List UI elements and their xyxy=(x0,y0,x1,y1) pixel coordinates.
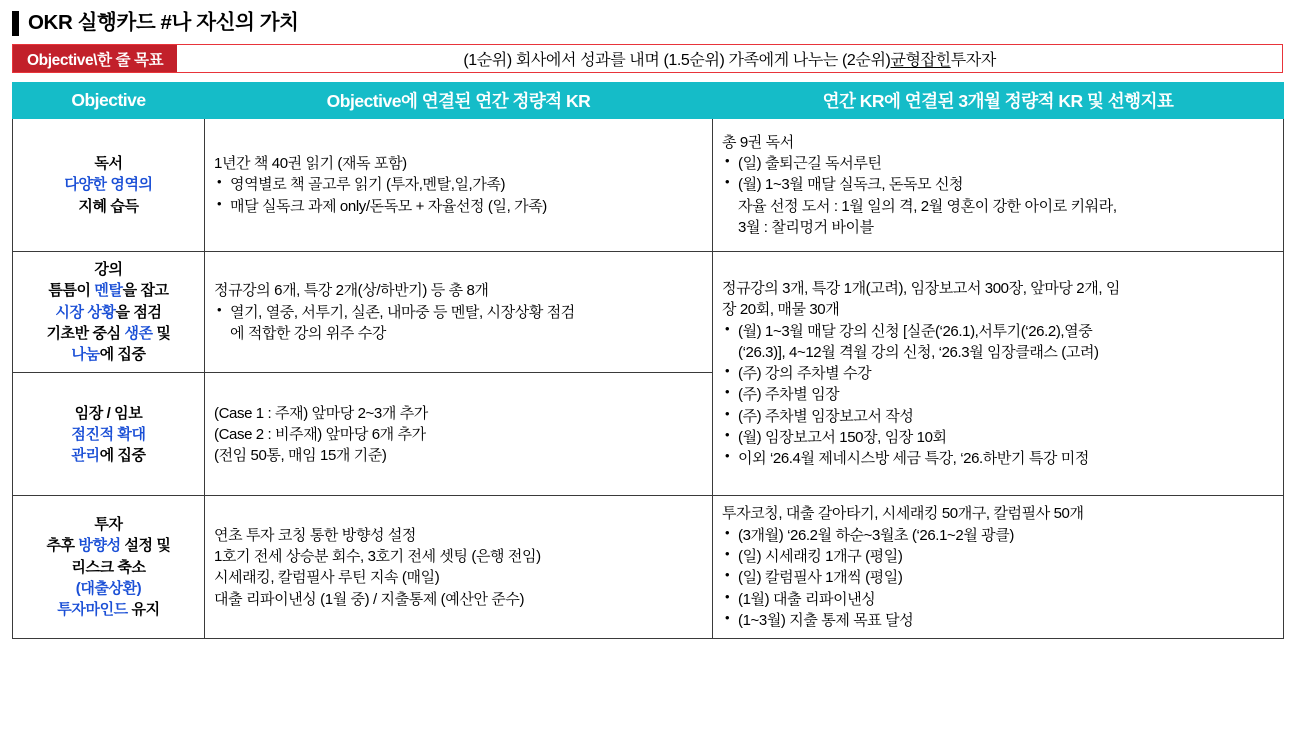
list-item xyxy=(722,525,1274,546)
list-item-text: (3개월) ‘26.2월 하순~3월초 (‘26.1~2월 광클) xyxy=(738,526,1014,544)
list-item xyxy=(722,406,1274,427)
quarter-kr-lead: 총 9권 독서 xyxy=(722,133,794,151)
page-title xyxy=(12,8,1283,38)
annual-kr-line: 1호기 전세 상승분 회수, 3호기 전세 셋팅 (은행 전임) xyxy=(214,548,541,566)
objective-line xyxy=(22,344,195,365)
quarter-kr-cell-lecture-field xyxy=(713,252,1284,496)
quarter-kr-bullets xyxy=(722,153,1274,196)
objective-value-pre: (1순위) 회사에서 성과를 내며 (1.5순위) 가족에게 나누는 (2순위) xyxy=(463,52,891,69)
annual-kr-cell-investment xyxy=(205,496,713,639)
quarter-kr-lead: 정규강의 3개, 특강 1개(고려), 임장보고서 300장, 앞마당 2개, 임 xyxy=(722,279,1120,297)
quarter-kr-lead: 투자코칭, 대출 갈아타기, 시세래킹 50개구, 칼럼필사 50개 xyxy=(722,505,1084,523)
objective-line: 투자 xyxy=(94,516,123,534)
quarter-kr-cell-reading xyxy=(713,119,1284,252)
list-item-continued: (‘26.3)], 4~12월 격월 강의 신청, ‘26.3월 임장클래스 (고려) xyxy=(738,343,1099,361)
list-item xyxy=(722,384,1274,405)
objective-line: 임장 / 임보 xyxy=(74,404,143,422)
objective-text-accent: 방향성 xyxy=(78,537,121,555)
table-row xyxy=(13,119,1284,252)
objective-cell-field-visit xyxy=(13,373,205,496)
objective-line: 지혜 습득 xyxy=(78,197,139,215)
objective-line xyxy=(22,535,195,556)
annual-kr-line: (Case 1 : 주재) 앞마당 2~3개 추가 xyxy=(214,404,428,422)
objective-cell-investment xyxy=(13,496,205,639)
list-item xyxy=(214,196,703,217)
annual-kr-cell-field-visit xyxy=(205,373,713,496)
list-item-text: (주) 주차별 임장보고서 작성 xyxy=(738,407,914,425)
list-item-text: 열기, 열중, 서투기, 실존, 내마중 등 멘탈, 시장상황 점검 xyxy=(230,303,575,321)
quarter-kr-lead: 장 20회, 매물 30개 xyxy=(722,301,840,319)
list-item xyxy=(722,363,1274,384)
objective-text-accent: 투자마인드 xyxy=(57,601,128,619)
list-item-text: 매달 실독크 과제 only/돈독모 + 자율선정 (일, 가족) xyxy=(230,197,547,215)
objective-line: 리스크 축소 xyxy=(71,558,146,576)
list-item-text: (일) 시세래킹 1개구 (평일) xyxy=(738,548,903,566)
objective-text: 유지 xyxy=(127,601,160,619)
annual-kr-line: 연초 투자 코칭 통한 방향성 설정 xyxy=(214,526,417,544)
header-annual-kr: Objective에 연결된 연간 정량적 KR xyxy=(205,83,713,119)
objective-summary-row xyxy=(12,44,1283,73)
annual-kr-line: 대출 리파이낸싱 (1월 중) / 지출통제 (예산안 준수) xyxy=(214,590,525,608)
objective-text-accent: 나눔 xyxy=(71,346,100,364)
objective-text: 틈틈이 xyxy=(48,282,95,300)
list-item xyxy=(722,427,1274,448)
list-item-text: (월) 1~3월 매달 실독크, 돈독모 신청 xyxy=(738,176,964,194)
annual-kr-lead: 정규강의 6개, 특강 2개(상/하반기) 등 총 8개 xyxy=(214,282,489,300)
annual-kr-bullets xyxy=(214,174,703,217)
annual-kr-cell-reading xyxy=(205,119,713,252)
list-item xyxy=(214,302,703,323)
objective-text: 설정 및 xyxy=(120,537,171,555)
objective-summary-label: Objective\한 줄 목표 xyxy=(13,45,177,72)
list-item xyxy=(722,153,1274,174)
annual-kr-line: 시세래킹, 칼럼필사 루틴 지속 (매일) xyxy=(214,569,440,587)
objective-text: 추후 xyxy=(46,537,79,555)
objective-line: 점진적 확대 xyxy=(71,425,146,443)
objective-text: 및 xyxy=(152,324,171,342)
objective-line xyxy=(22,280,195,301)
list-item-text: (월) 임장보고서 150장, 임장 10회 xyxy=(738,428,947,446)
objective-text: 을 잡고 xyxy=(122,282,169,300)
objective-line: (대출상환) xyxy=(75,580,142,598)
annual-kr-line: (Case 2 : 비주재) 앞마당 6개 추가 xyxy=(214,425,426,443)
page-title-text: OKR 실행카드 #나 자신의 가치 xyxy=(28,10,299,34)
objective-cell-reading xyxy=(13,119,205,252)
list-item-text: 이외 ‘26.4월 제네시스방 세금 특강, ‘26.하반기 특강 미정 xyxy=(738,450,1089,468)
annual-kr-lead: 1년간 책 40권 읽기 (재독 포함) xyxy=(214,155,407,173)
annual-kr-continued: 에 적합한 강의 위주 수강 xyxy=(230,324,386,342)
list-item xyxy=(214,174,703,195)
table-row xyxy=(13,496,1284,639)
quarter-kr-subline: 3월 : 찰리멍거 바이블 xyxy=(738,218,874,236)
objective-cell-lecture xyxy=(13,252,205,373)
annual-kr-cell-lecture xyxy=(205,252,713,373)
annual-kr-bullets xyxy=(214,302,703,323)
list-item-text: (주) 주차별 임장 xyxy=(738,386,840,404)
list-item xyxy=(722,567,1274,588)
title-accent-bar xyxy=(12,11,19,36)
objective-value-post: 투자자 xyxy=(950,52,996,69)
objective-line: 다양한 영역의 xyxy=(64,176,153,194)
objective-text-accent: 생존 xyxy=(124,324,153,342)
objective-value-underline: 균형잡힌 xyxy=(890,52,951,69)
list-item-text: (월) 1~3월 매달 강의 신청 [실준(‘26.1),서투기(‘26.2),열중 xyxy=(738,322,1093,340)
objective-line xyxy=(22,445,195,466)
objective-line: 강의 xyxy=(94,261,123,278)
table-row xyxy=(13,252,1284,373)
table-header-row xyxy=(13,83,1284,119)
objective-text-accent: 시장 상황 xyxy=(55,303,116,321)
okr-table xyxy=(12,82,1284,639)
list-item-text: (1~3월) 지출 통제 목표 달성 xyxy=(738,611,914,629)
quarter-kr-bullets xyxy=(722,321,1274,470)
objective-line xyxy=(22,323,195,344)
objective-line xyxy=(22,599,195,620)
list-item-text: (1월) 대출 리파이낸싱 xyxy=(738,590,876,608)
objective-text: 에 집중 xyxy=(99,447,146,465)
objective-line xyxy=(22,302,195,323)
quarter-kr-bullets xyxy=(722,525,1274,631)
list-item-text: (일) 칼럼필사 1개씩 (평일) xyxy=(738,569,903,587)
list-item xyxy=(722,589,1274,610)
objective-text: 을 점검 xyxy=(115,303,162,321)
annual-kr-line: (전임 50통, 매임 15개 기준) xyxy=(214,447,387,465)
list-item xyxy=(722,610,1274,631)
list-item-text: (일) 출퇴근길 독서루틴 xyxy=(738,155,882,173)
list-item xyxy=(722,174,1274,195)
objective-text-accent: 관리 xyxy=(71,447,100,465)
list-item xyxy=(722,321,1274,364)
quarter-kr-cell-investment xyxy=(713,496,1284,639)
list-item xyxy=(722,448,1274,469)
quarter-kr-subline: 자율 선정 도서 : 1월 일의 격, 2월 영혼이 강한 아이로 키워라, xyxy=(738,197,1117,215)
objective-line: 독서 xyxy=(94,155,123,173)
header-quarter-kr: 연간 KR에 연결된 3개월 정량적 KR 및 선행지표 xyxy=(713,83,1284,119)
list-item xyxy=(722,546,1274,567)
list-item-text: 영역별로 책 골고루 읽기 (투자,멘탈,일,가족) xyxy=(230,176,506,194)
objective-text: 에 집중 xyxy=(99,346,146,364)
objective-summary-value xyxy=(177,45,1282,72)
list-item-text: (주) 강의 주차별 수강 xyxy=(738,365,872,383)
objective-text: 기초반 중심 xyxy=(46,324,125,342)
objective-text-accent: 멘탈 xyxy=(94,282,123,300)
header-objective: Objective xyxy=(13,83,205,119)
